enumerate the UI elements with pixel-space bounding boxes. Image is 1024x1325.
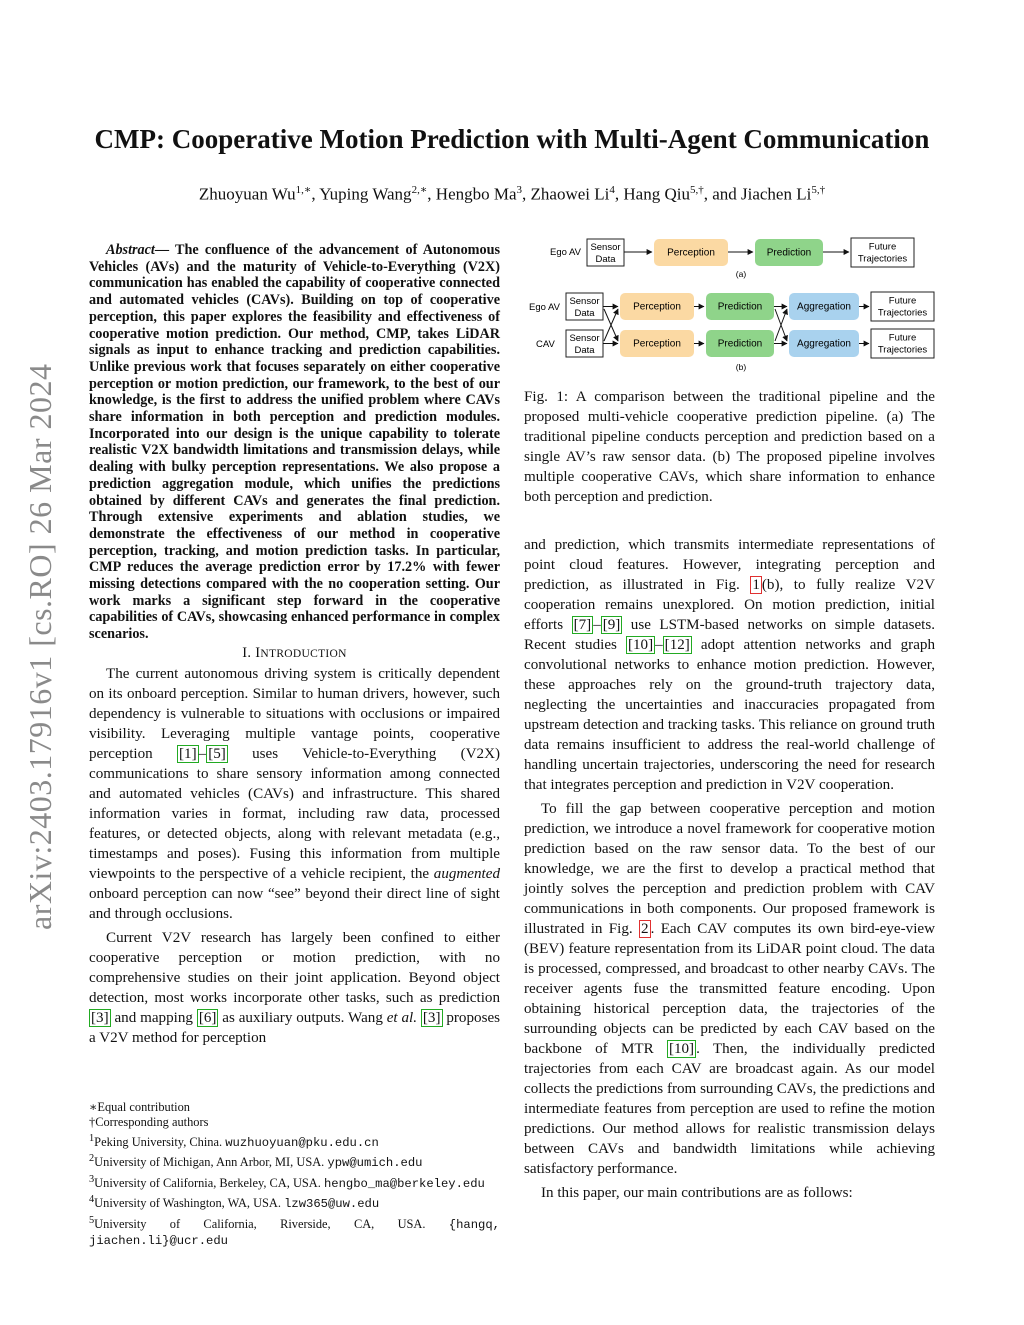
footnote-affiliation-2: $^2$University of Michigan, Ann Arbor, MI, USA. ypw@umich.edu — [89, 1153, 423, 1171]
right-column — [524, 535, 935, 1203]
sensor-label: Sensor — [569, 296, 600, 307]
footnote-affiliation-4: $^4$University of Washington, WA, USA. lzw365@uw.edu — [89, 1194, 380, 1212]
author-affiliation: 5,† — [811, 184, 826, 196]
author-name: Jiachen Li — [741, 184, 812, 204]
text-run: – — [198, 745, 207, 762]
footnotes — [89, 1100, 500, 1250]
emphasis: et al. — [386, 1009, 418, 1026]
author-affiliation: 3 — [516, 184, 523, 196]
prediction-label: Prediction — [717, 338, 763, 350]
citation-link[interactable]: [12] — [664, 637, 690, 653]
footnote-affiliation-1: $^1$Peking University, China. wuzhuoyuan@pku.edu.cn — [89, 1132, 379, 1150]
footnote-affiliation-5: $^5$University of California, Riverside, CA, USA. {hangq, jiachen.li}@ucr.edu — [89, 1214, 500, 1249]
sensor-label: Data — [574, 308, 595, 319]
email-address: hengbo_ma@berkeley.edu — [323, 1177, 485, 1191]
author-name: Yuping Wang — [319, 184, 412, 204]
author-affiliation: 1,∗ — [295, 184, 312, 196]
future-label: Trajectories — [877, 344, 928, 356]
figure-link[interactable]: 2 — [641, 921, 649, 937]
email-address: {hangq, jiachen.li}@ucr.edu — [89, 1218, 500, 1249]
affiliation-text: University of California, Berkeley, CA, USA. — [94, 1176, 324, 1190]
section-heading-introduction — [89, 643, 500, 664]
sensor-label: Sensor — [590, 242, 621, 253]
body-paragraph-contributions: In this paper, our main contributions are as follows: — [541, 1185, 853, 1201]
left-column — [89, 242, 500, 1048]
body-paragraph-continued — [524, 535, 935, 795]
footnote-corresponding: †Corresponding authors — [89, 1115, 209, 1130]
ego-av-label-b: Ego AV — [529, 302, 560, 313]
text-run: (b), to fully realize V2V cooperation remains unexplored. On motion prediction, initial efforts — [524, 577, 935, 633]
sensor-label: Data — [595, 254, 616, 265]
sensor-label: Sensor — [569, 333, 600, 344]
paper-title: CMP: Cooperative Motion Prediction with Multi-Agent Communication — [94, 124, 930, 154]
prediction-label: Prediction — [717, 301, 763, 313]
text-run: uses Vehicle-to-Everything (V2X) communications to share sensory information among connected and automated vehicles (CAVs) and infrastructure. This shared information varies in format, including raw data, processed features, or detected objects, along with relevant metadata (e.g., timestamps and poses). Fusing this information from multiple viewpoints to the perspective of a vehicle recipient, the — [89, 745, 500, 882]
affiliation-text: University of California, Riverside, CA, USA. — [94, 1217, 449, 1232]
text-run: and prediction, which transmits intermediate representations of point cloud features. However, integrating perception and prediction, as illustrated in Fig. — [524, 537, 935, 593]
author-affiliation: 5,† — [689, 184, 704, 196]
perception-label: Perception — [667, 247, 715, 259]
text-run: onboard perception can now “see” beyond their direct line of sight and through occlusions. — [89, 885, 500, 922]
aggregation-label: Aggregation — [797, 338, 851, 350]
text-run: . Then, the individually predicted trajectories from each CAV are broadcast again. As our model collects the predictions from surrounding CAVs, the predictions and intermediate features from perception are used to refine the motion predictions. Our method allows for realistic transmission delays between CAVs and bandwidth limitations while achieving satisfactory performance. — [524, 1041, 936, 1177]
footnote-equal: ∗Equal contribution — [89, 1100, 190, 1114]
text-run: To fill the gap between cooperative perception and motion prediction, we introduce a novel framework for cooperative motion prediction based on the raw sensor data. To the best of our knowledge, we are the first to develop a practical method that jointly solves the perception and prediction problem with CAV communications in both components. Our proposed framework is illustrated in Fig. — [524, 801, 935, 937]
caption-text: Fig. 1: A comparison between the traditional pipeline and the proposed multi-vehicle cooperative prediction pipeline. (a) The traditional pipeline conducts perception and prediction based on a single AV’s raw sensor data. (b) The proposed pipeline involves multiple cooperative CAVs, which share information to enhance both perception and prediction. — [524, 389, 935, 505]
emphasis: augmented — [433, 865, 500, 882]
perception-label: Perception — [633, 301, 681, 313]
author-name: Zhuoyuan Wu — [198, 184, 296, 204]
citation-link[interactable]: [1] — [179, 745, 197, 762]
future-label: Future — [868, 241, 897, 253]
section-title-rest: NTRODUCTION — [260, 647, 347, 660]
future-label: Trajectories — [877, 307, 928, 319]
abstract — [89, 242, 500, 643]
pipeline-figure — [524, 233, 935, 383]
author-name: Zhaowei Li — [530, 184, 610, 204]
email-address: ypw@umich.edu — [327, 1156, 423, 1171]
section-initial: I — [255, 644, 261, 661]
footnote-affiliation-3: $^3$University of California, Berkeley, CA, USA. hengbo_ma@berkeley.edu — [89, 1173, 485, 1191]
citation-link[interactable]: [3] — [91, 1009, 109, 1026]
author-name: Hengbo Ma — [435, 184, 517, 204]
arxiv-stamp: arXiv:2403.17916v1 [cs.RO] 26 Mar 2024 — [22, 363, 58, 931]
abstract-label: Abstract — [106, 242, 155, 258]
email-address: wuzhuoyuan@pku.edu.cn — [225, 1135, 379, 1150]
text-run: and mapping — [110, 1009, 197, 1026]
text-run: Current V2V research has largely been confined to either cooperative perception or motion prediction, with no comprehensive studies on their joint application. Beyond object detection, most works incorporate other tasks, such as prediction — [89, 929, 500, 1006]
affiliation-text: University of Michigan, Ann Arbor, MI, USA. — [94, 1155, 328, 1170]
text-run: proposes a V2V method for perception — [89, 1009, 501, 1046]
future-label: Trajectories — [857, 253, 908, 265]
text-run: The current autonomous driving system is critically dependent on its onboard perception. Similar to human drivers, however, such dependency is vulnerable to situations with occlusions or impaired visibility. Leveraging multiple vantage points, cooperative perception — [89, 665, 500, 762]
future-label: Future — [888, 295, 917, 307]
citation-link[interactable]: [9] — [602, 617, 621, 633]
text-run: use LSTM-based networks on simple datasets. Recent studies — [524, 617, 935, 653]
future-label: Future — [888, 332, 917, 344]
text-run: – — [593, 617, 601, 633]
aggregation-label: Aggregation — [797, 301, 851, 313]
text-run: as auxiliary outputs. Wang — [218, 1009, 387, 1026]
perception-label: Perception — [633, 338, 681, 350]
author-affiliation: 2,∗ — [411, 184, 428, 196]
email-address: lzw365@uw.edu — [284, 1197, 380, 1212]
ego-av-label-a: Ego AV — [550, 247, 581, 258]
cav-label: CAV — [536, 339, 555, 350]
author-list: Zhuoyuan $Wu^{1,∗}$, Yuping Wang$^{2,∗}$, Hengbo Ma$^3$, Zhaowei Li$^4$, Hang Qiu$^{5,\dagger}$, and Jiachen $Li^{5,\dagger}$ — [198, 184, 826, 204]
section-number: I. — [242, 644, 252, 661]
citation-link[interactable]: [10] — [668, 1041, 695, 1057]
citation-link[interactable]: [7] — [573, 617, 592, 633]
abstract-body: — The confluence of the advancement of Autonomous Vehicles (AVs) and the maturity of Vehicle-to-Everything (V2X) communication has enabled the capability of cooperative connected and automated vehicles (CAVs). Building on top of cooperative perception, this paper explores the feasibility and effectiveness of cooperative motion prediction. Our method, CMP, takes LiDAR signals as input to enhance tracking and prediction capabilities. Unlike previous work that focuses separately on either cooperative perception or motion prediction, our framework, to the best of our knowledge, is the first to address the unified problem where CAVs share information in both perception and prediction modules. Incorporated into our design is the unique capability to tolerate realistic V2X bandwidth limitations and transmission delays, while dealing with bulky perception representations. We also propose a prediction aggregation module, which unifies the predictions obtained by different CAVs and generates the final prediction. Through extensive experiments and ablation studies, we demonstrate the effectiveness of our method in cooperative perception, tracking, and motion prediction tasks. In particular, CMP reduces the average prediction error by 17.2% with fewer missing detections compared with the no cooperation setting. Our work marks a significant step forward in the cooperative capabilities of CAVs, showcasing enhanced performance in complex scenarios. — [89, 242, 500, 643]
author-name: Hang Qiu — [623, 184, 690, 204]
text-run: – — [655, 637, 663, 653]
body-paragraph-gap — [524, 799, 935, 1179]
citation-link[interactable]: [5] — [208, 745, 226, 762]
affiliation-text: University of Washington, WA, USA. — [94, 1196, 285, 1211]
figure-caption — [524, 387, 935, 507]
sensor-label: Data — [574, 345, 595, 356]
citation-link[interactable]: [3] — [422, 1009, 441, 1026]
author-affiliation: 4 — [609, 184, 615, 196]
affiliation-text: Peking University, China. — [94, 1134, 226, 1149]
text-run: . Each CAV computes its own bird-eye-view (BEV) feature representation from its LiDAR point cloud. The data is processed, compressed, and broadcast to other nearby CAVs. The receiver agents fuse the transmitted feature encoding. Upon obtaining historical perception data, the trajectories of the surrounding objects can be predicted by each CAV based on the backbone of MTR — [524, 921, 935, 1057]
prediction-label: Prediction — [766, 247, 812, 259]
intro-paragraph-2 — [89, 928, 500, 1048]
text-run: adopt attention networks and graph convolutional networks to enhance motion prediction. However, these approaches rely on the ground-truth trajectory data, neglecting the uncertainties and inaccuracies propagated from upstream detection and tracking tasks. This reliance on ground truth data remains insufficient to address the real-world challenge of handling uncertain trajectories, underscoring the need for research that integrates perception and prediction in V2V cooperation. — [524, 637, 935, 793]
intro-paragraph-1 — [89, 664, 500, 924]
citation-link[interactable]: [6] — [198, 1009, 217, 1026]
subfigure-label-a: (a) — [735, 269, 747, 279]
figure-link[interactable]: 1 — [752, 577, 760, 593]
subfigure-label-b: (b) — [735, 362, 747, 372]
citation-link[interactable]: [10] — [627, 637, 654, 653]
